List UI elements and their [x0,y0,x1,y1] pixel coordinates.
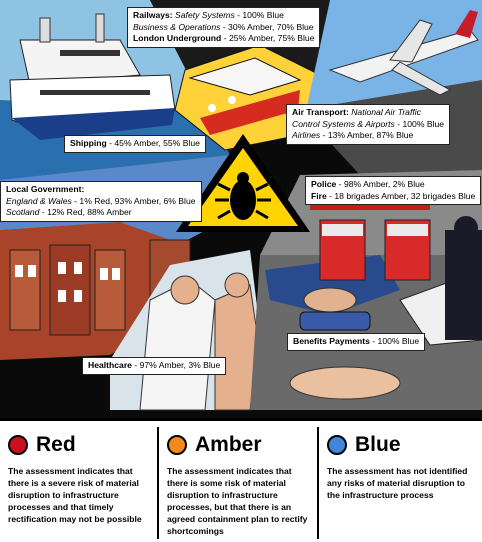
railways-heading: Railways: [133,10,173,20]
local-government-label [0,181,202,222]
railways-business-value: - 30% Amber, 70% Blue [220,21,314,32]
benefits-heading: Benefits Payments [293,336,370,346]
legend-red-name: Red [36,433,76,456]
healthcare-value: - 97% Amber, 3% Blue [131,360,221,370]
police-heading: Police [311,179,337,189]
legend-blue-name: Blue [355,433,401,456]
benefits-label [287,333,425,351]
railways-label [127,7,320,48]
railways-safety-item: Safety Systems [175,10,235,20]
air-airlines-value: - 13% Amber, 87% Blue [320,130,414,140]
shipping-label [64,135,206,153]
local-gov-heading: Local Government: [6,184,85,194]
legend-red-text: The assessment indicates that there is a severe risk of material disruption to infrastructure processes and that timely rectification may not be possible [8,466,142,524]
railways-underground-value: - 25% Amber, 75% Blue [221,33,315,43]
benefits-value: - 100% Blue [369,336,420,346]
air-airlines-item: Airlines [292,130,321,140]
air-heading: Air Transport: [292,107,349,117]
legend-amber-name: Amber [195,433,262,456]
fire-heading: Fire [311,190,327,201]
scotland-value: - 12% Red, 88% Amber [39,207,132,217]
healthcare-heading: Healthcare [88,360,132,370]
air-nats-item: National Air Traffic [351,107,421,117]
shipping-heading: Shipping [70,138,107,148]
air-airports-item: Control Systems & Airports [292,118,395,129]
legend-amber-text: The assessment indicates that there is some risk of material disruption to infrastructure processes, but that there is an agreed containment plan to rectify shortcomings [167,466,308,536]
legend-blue-text: The assessment has not identified any risks of material disruption to the infrastructure process [327,466,468,500]
shipping-value: - 45% Amber, 55% Blue [106,138,200,148]
healthcare-label [82,357,226,375]
police-value: - 98% Amber, 2% Blue [336,179,425,189]
england-wales-item: England & Wales [6,195,72,206]
blue-dot-icon [327,435,347,455]
fire-value: - 18 brigades Amber, 32 brigades Blue [326,190,476,201]
police-fire-label [305,176,481,205]
railways-underground-item: London Underground [133,33,222,43]
risk-legend [0,418,482,542]
railways-safety-value: - 100% Blue [234,10,284,20]
air-transport-label [286,104,450,145]
railways-business-item: Business & Operations [133,21,221,32]
legend-red [0,421,157,542]
scotland-item: Scotland [6,207,40,217]
amber-dot-icon [167,435,187,455]
england-wales-value: - 1% Red, 93% Amber, 6% Blue [71,195,196,206]
air-airports-value: - 100% Blue [394,118,445,129]
legend-amber [159,421,317,542]
red-dot-icon [8,435,28,455]
legend-blue [319,421,482,542]
